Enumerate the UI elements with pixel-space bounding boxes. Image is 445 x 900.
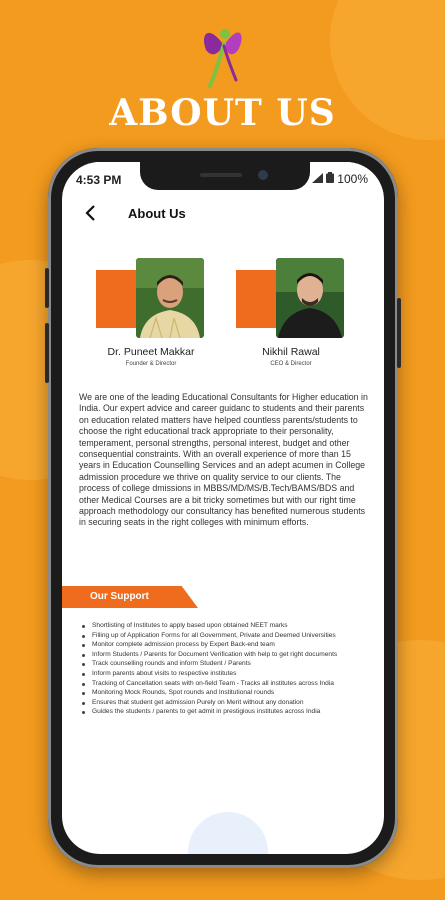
list-item: Tracking of Cancellation seats with on-field Team - Tracks all institutes across India [82,680,372,689]
logo-fairy-icon [198,14,248,90]
phone-screen [62,162,384,854]
battery-percent: 100% [337,172,368,186]
signal-icon [312,172,323,186]
battery-icon [326,172,334,186]
team-member [86,258,216,367]
app-bar-title: About Us [128,206,186,221]
phone-side-button [45,323,49,383]
photo-frame [236,258,346,338]
back-button[interactable] [80,202,102,224]
member-photo [276,258,344,338]
page-title: ABOUT US [109,92,336,134]
list-item: Monitor complete admission process by Expert Back-end team [82,641,372,650]
support-title: Our Support [90,591,149,602]
decorative-circle [188,812,268,854]
list-item: Ensures that student get admission Purely on Merit without any donation [82,699,372,708]
phone-side-button [397,298,401,368]
member-role: Founder & Director [125,361,177,367]
member-role: CEO & Director [270,361,312,367]
list-item: Guides the students / parents to get admit in prestigious institutes across India [82,708,372,717]
team-section [62,258,384,378]
list-item: Shortlisting of Institutes to apply based upon obtained NEET marks [82,622,372,631]
support-list [82,622,372,718]
list-item: Track counselling rounds and inform Student / Parents [82,660,372,669]
about-paragraph: We are one of the leading Educational Consultants for Higher education in India. Our expert advice and career guidanc to students and their parents on education related matters have helped countless parents/students to choose the right educational track appropriate to their personality, temperament, personal strengths, personal interest, budget and other consequential constraints. With an overall experience of more than 15 years in Education Counselling Services and an adept acumen in College admission procedure we thrive on quality service to our clients. The process of college dmissions in MBBS/MD/MS/B.Tech/BAMS/BDS and other Medical Courses are a bit tricky sometimes but with our right time approach methodology our consultancy has benefited numerous students in securing seats in the right colleges with minimum efforts. [79,392,368,528]
phone-frame [48,148,398,868]
list-item: Filling up of Application Forms for all Government, Private and Deemed Universities [82,632,372,641]
member-photo [136,258,204,338]
status-time: 4:53 PM [76,173,122,187]
app-bar [62,196,384,232]
list-item: Inform parents about visits to respective institutes [82,670,372,679]
photo-frame [96,258,206,338]
speaker [200,173,242,177]
phone-side-button [45,268,49,308]
team-member [226,258,356,367]
back-arrow-icon [80,202,102,224]
member-name: Nikhil Rawal [262,346,320,358]
list-item: Monitoring Mock Rounds, Spot rounds and Institutional rounds [82,689,372,698]
member-name: Dr. Puneet Makkar [107,346,195,358]
phone-notch [140,162,310,190]
list-item: Inform Students / Parents for Document Verification with help to get right documents [82,651,372,660]
front-camera [258,170,268,180]
